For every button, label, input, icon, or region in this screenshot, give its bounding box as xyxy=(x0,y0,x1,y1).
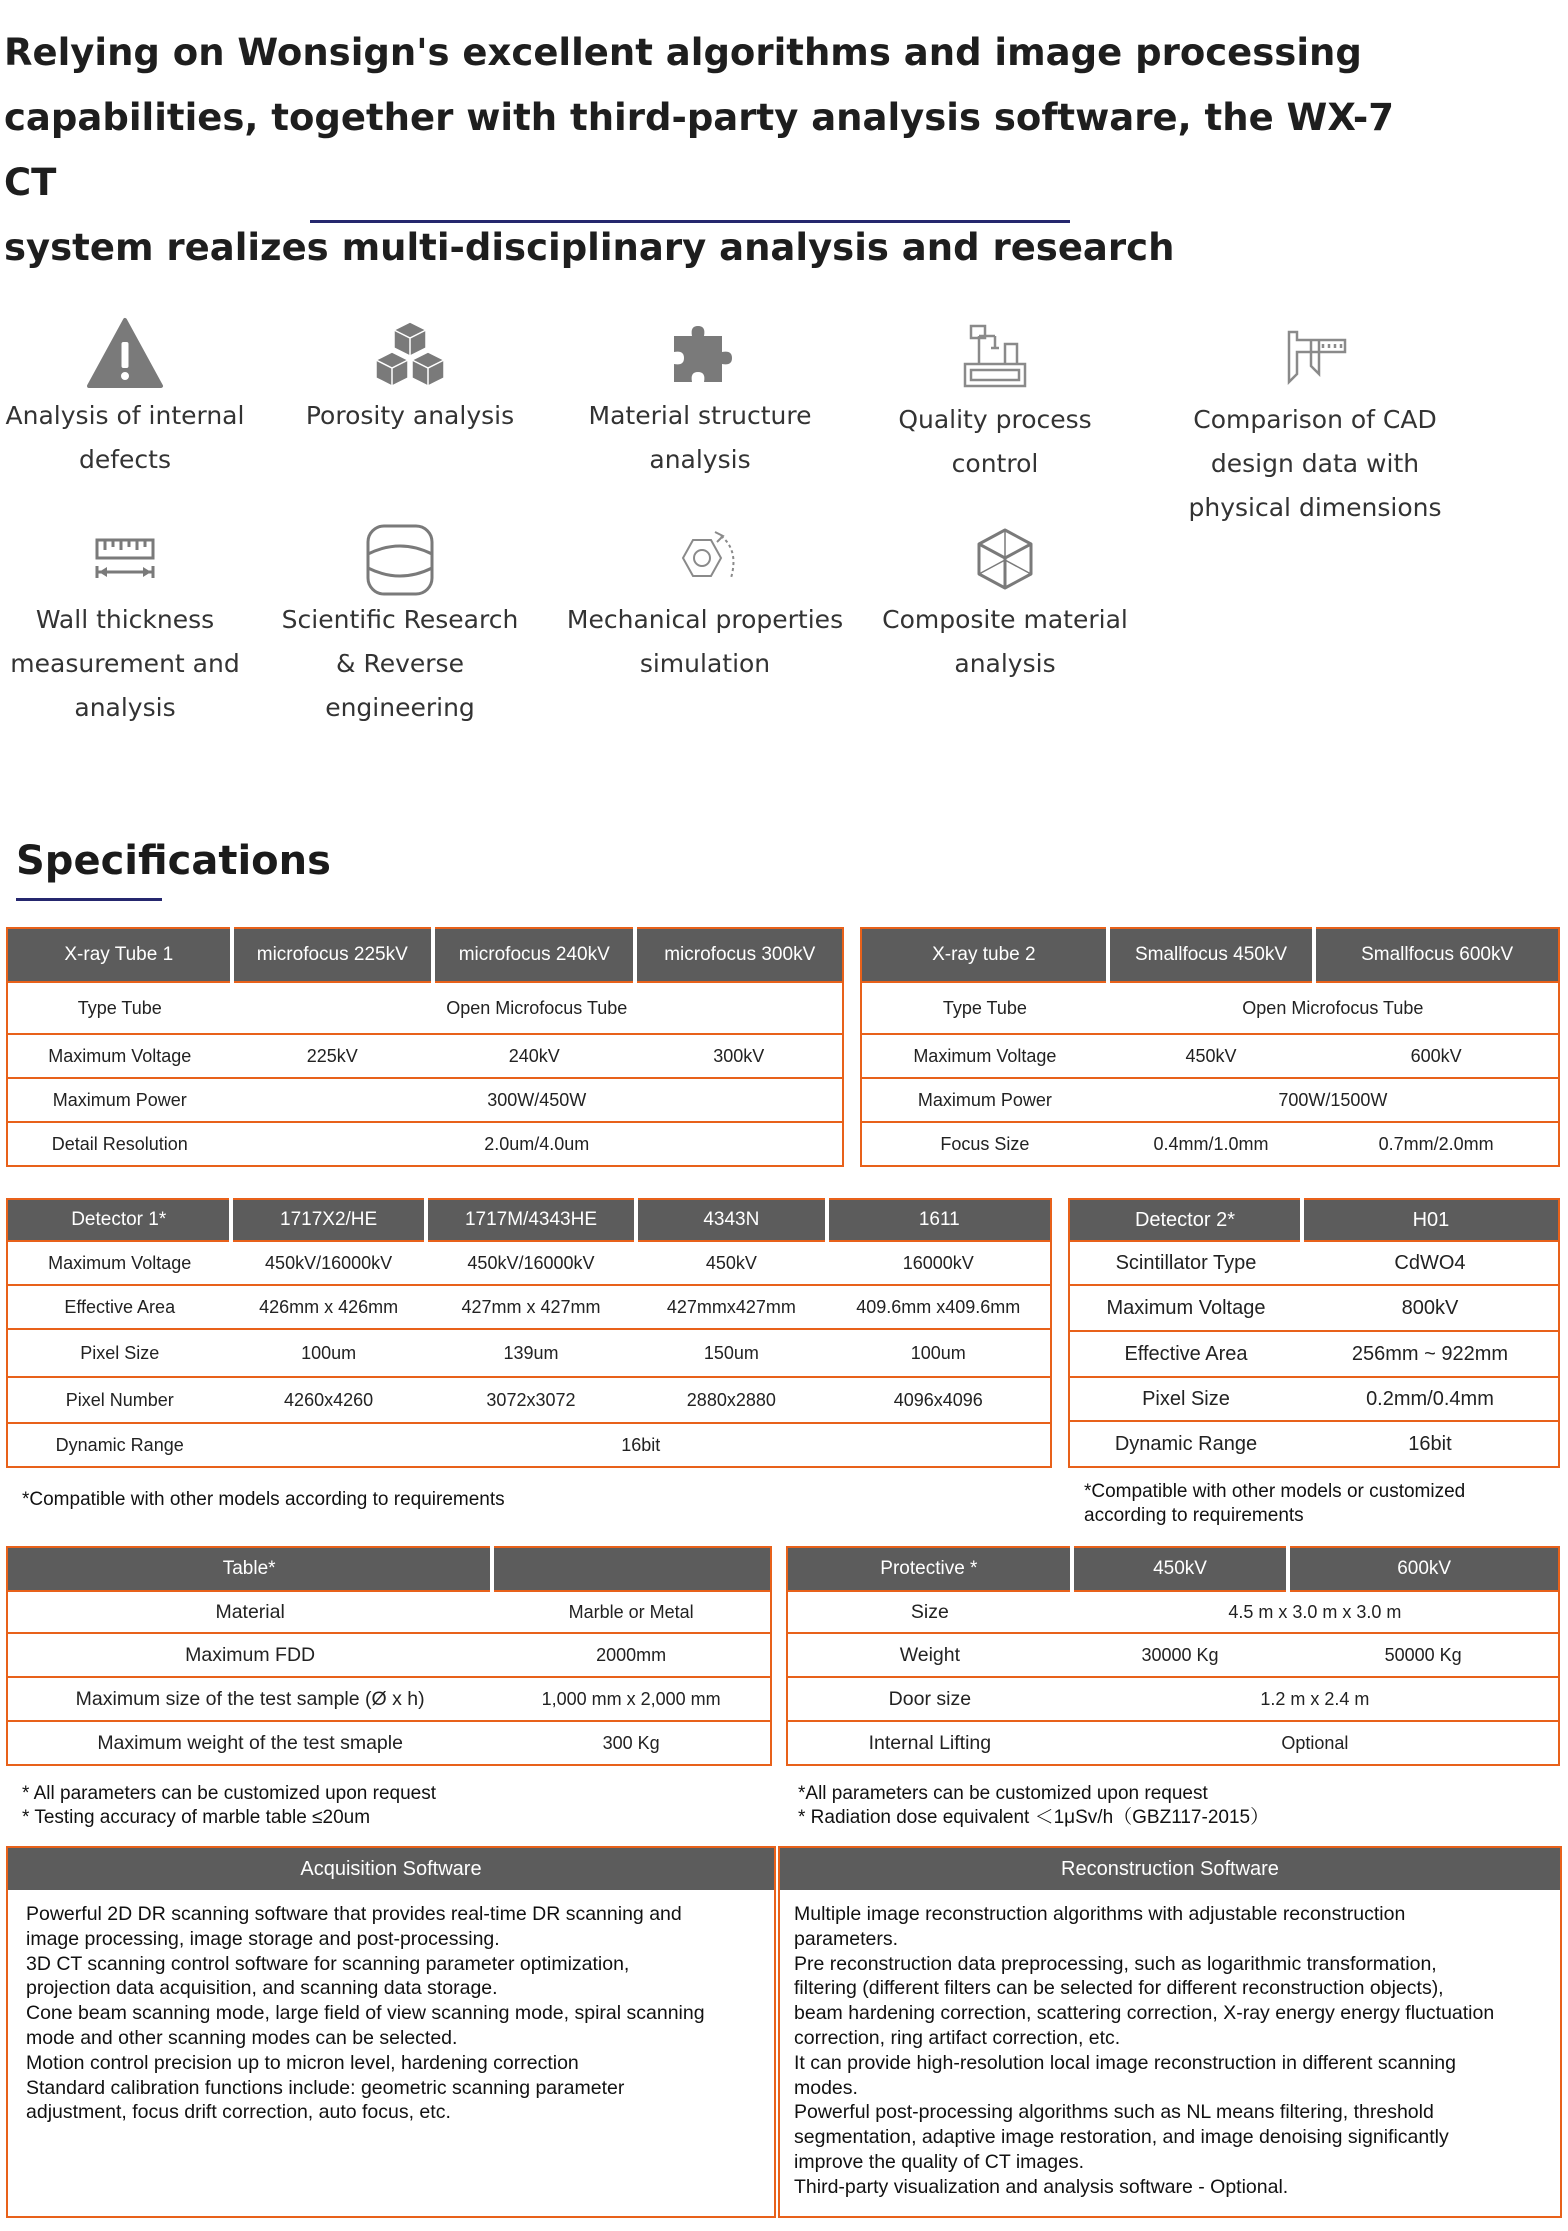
app-label-line: Analysis of internal xyxy=(5,401,245,430)
cell-value: Open Microfocus Tube xyxy=(1108,982,1559,1034)
cell-value: 139um xyxy=(426,1329,636,1377)
app-cad-comparison xyxy=(1175,318,1455,530)
note-line: *All parameters can be customized upon request xyxy=(798,1783,1208,1804)
cell-value: 450kV xyxy=(1108,1034,1315,1078)
table-header: Protective * xyxy=(787,1547,1072,1591)
table-header: X-ray tube 2 xyxy=(861,928,1108,982)
detector-1-note: *Compatible with other models according to requirements xyxy=(22,1489,505,1510)
row-label: Pixel Size xyxy=(1069,1377,1302,1421)
detector-1-table xyxy=(6,1198,1052,1468)
hex-nut-icon xyxy=(665,520,745,600)
row-label: Effective Area xyxy=(7,1285,231,1329)
cell-value: 450kV/16000kV xyxy=(426,1241,636,1285)
caliper-icon xyxy=(1275,318,1355,398)
table-header: microfocus 300kV xyxy=(635,928,843,982)
text-line: modes. xyxy=(794,2076,858,2099)
app-label-line: Scientific Research xyxy=(281,605,519,634)
app-label-line: analysis xyxy=(74,693,176,722)
cube-icon xyxy=(965,520,1045,600)
row-label: Maximum Voltage xyxy=(7,1034,232,1078)
app-label-line: Material structure xyxy=(588,401,812,430)
table-header: Smallfocus 450kV xyxy=(1108,928,1315,982)
cell-value: 0.4mm/1.0mm xyxy=(1108,1122,1315,1166)
puzzle-icon xyxy=(660,316,740,396)
cell-value: 240kV xyxy=(433,1034,635,1078)
warning-icon xyxy=(85,316,165,396)
acquisition-software-box xyxy=(6,1846,776,2218)
app-label-line: Mechanical properties xyxy=(566,605,844,634)
cell-value: Open Microfocus Tube xyxy=(232,982,843,1034)
note-line: * All parameters can be customized upon request xyxy=(22,1783,437,1804)
cell-value: 426mm x 426mm xyxy=(231,1285,425,1329)
row-label: Maximum Power xyxy=(7,1078,232,1122)
app-label-line: simulation xyxy=(639,649,771,678)
intro-line-3: system realizes multi-disciplinary analysis and research xyxy=(4,226,1175,269)
cell-value: 2880x2880 xyxy=(636,1377,826,1423)
ruler-icon xyxy=(85,520,165,600)
cell-value: 3072x3072 xyxy=(426,1377,636,1423)
cell-value: 427mmx427mm xyxy=(636,1285,826,1329)
cell-value: 450kV/16000kV xyxy=(231,1241,425,1285)
app-material-structure xyxy=(570,316,830,482)
row-label: Size xyxy=(787,1591,1072,1633)
text-line: Multiple image reconstruction algorithms with adjustable reconstruction xyxy=(794,1903,1406,1925)
specifications-underline xyxy=(16,898,162,901)
app-label-line: control xyxy=(951,449,1039,478)
app-label-line: engineering xyxy=(325,693,475,722)
row-label: Maximum size of the test sample (Ø x h) xyxy=(7,1677,492,1721)
reconstruction-software-title: Reconstruction Software xyxy=(780,1848,1560,1890)
app-label-line: Wall thickness xyxy=(35,605,215,634)
app-internal-defects xyxy=(0,316,250,482)
cell-value: 600kV xyxy=(1314,1034,1559,1078)
row-label: Detail Resolution xyxy=(7,1122,232,1166)
cell-value: 100um xyxy=(827,1329,1051,1377)
text-line: It can provide high-resolution local image reconstruction in different scanning xyxy=(794,2051,1456,2074)
text-line: Cone beam scanning mode, large field of view scanning mode, spiral scanning xyxy=(26,2002,705,2025)
text-line: projection data acquisition, and scanning data storage. xyxy=(26,1977,498,2000)
text-line: Third-party visualization and analysis software - Optional. xyxy=(794,2175,1289,2198)
cell-value: Optional xyxy=(1072,1721,1559,1765)
text-line: correction, ring artifact correction, etc. xyxy=(794,2026,1121,2049)
note-line: according to requirements xyxy=(1084,1505,1304,1526)
note-line: *Compatible with other models or customized xyxy=(1084,1481,1466,1502)
cell-value: 800kV xyxy=(1302,1285,1559,1331)
cell-value: 150um xyxy=(636,1329,826,1377)
row-label: Scintillator Type xyxy=(1069,1241,1302,1285)
specifications-title: Specifications xyxy=(16,838,331,884)
cell-value: CdWO4 xyxy=(1302,1241,1559,1285)
table-header: 600kV xyxy=(1288,1547,1559,1591)
cell-value: 16bit xyxy=(1302,1421,1559,1467)
text-line: 3D CT scanning control software for scanning parameter optimization, xyxy=(26,1952,630,1975)
cell-value: 300kV xyxy=(635,1034,843,1078)
table-header: Detector 2* xyxy=(1069,1199,1302,1241)
xray-tube-2-table xyxy=(860,927,1560,1167)
cubes-icon xyxy=(370,316,450,396)
cell-value: 4260x4260 xyxy=(231,1377,425,1423)
protective-note xyxy=(798,1782,1269,1830)
cell-value: 0.2mm/0.4mm xyxy=(1302,1377,1559,1421)
app-label-line: analysis xyxy=(954,649,1056,678)
row-label: Maximum FDD xyxy=(7,1633,492,1677)
table-header: microfocus 225kV xyxy=(232,928,433,982)
app-label-line: Composite material xyxy=(882,605,1128,634)
app-label-line: measurement and xyxy=(10,649,240,678)
cell-value: 100um xyxy=(231,1329,425,1377)
acquisition-software-title: Acquisition Software xyxy=(8,1848,774,1890)
text-line: Powerful post-processing algorithms such as NL means filtering, threshold xyxy=(794,2101,1434,2124)
row-label: Type Tube xyxy=(861,982,1108,1034)
cell-value: 427mm x 427mm xyxy=(426,1285,636,1329)
row-label: Dynamic Range xyxy=(1069,1421,1302,1467)
note-line: * Radiation dose equivalent ＜1μSv/h（GBZ117-2015） xyxy=(798,1807,1270,1828)
row-label: Focus Size xyxy=(861,1122,1108,1166)
app-mechanical-simulation xyxy=(560,520,850,686)
text-line: adjustment, focus drift correction, auto focus, etc. xyxy=(26,2101,451,2124)
text-line: image processing, image storage and post-processing. xyxy=(26,1927,500,1950)
cell-value: 2.0um/4.0um xyxy=(232,1122,843,1166)
cell-value: 4.5 m x 3.0 m x 3.0 m xyxy=(1072,1591,1559,1633)
row-label: Maximum Power xyxy=(861,1078,1108,1122)
cell-value: 300 Kg xyxy=(492,1721,771,1765)
app-porosity xyxy=(290,316,530,438)
machine-icon xyxy=(955,318,1035,398)
reconstruction-software-box xyxy=(778,1846,1562,2218)
text-line: Powerful 2D DR scanning software that provides real-time DR scanning and xyxy=(26,1903,682,1925)
reconstruction-software-body xyxy=(780,1890,1560,2212)
app-label-line: & Reverse xyxy=(336,649,464,678)
table-header xyxy=(492,1547,771,1591)
cell-value: 300W/450W xyxy=(232,1078,843,1122)
cell-value: 4096x4096 xyxy=(827,1377,1051,1423)
app-label-line: design data with xyxy=(1210,449,1420,478)
acquisition-software-body xyxy=(8,1890,774,2137)
row-label: Maximum Voltage xyxy=(861,1034,1108,1078)
cylinder-icon xyxy=(360,520,440,600)
cell-value: 256mm ~ 922mm xyxy=(1302,1331,1559,1377)
app-label-line: Quality process xyxy=(898,405,1092,434)
note-line: * Testing accuracy of marble table ≤20um xyxy=(22,1807,371,1828)
text-line: beam hardening correction, scattering correction, X-ray energy energy fluctuation xyxy=(794,2002,1495,2025)
cell-value: 30000 Kg xyxy=(1072,1633,1289,1677)
row-label: Dynamic Range xyxy=(7,1423,231,1467)
cell-value: 2000mm xyxy=(492,1633,771,1677)
cell-value: 16000kV xyxy=(827,1241,1051,1285)
row-label: Type Tube xyxy=(7,982,232,1034)
cell-value: 225kV xyxy=(232,1034,433,1078)
cell-value: 409.6mm x409.6mm xyxy=(827,1285,1051,1329)
table-header: Table* xyxy=(7,1547,492,1591)
row-label: Effective Area xyxy=(1069,1331,1302,1377)
app-label-line: analysis xyxy=(649,445,751,474)
cell-value: 450kV xyxy=(636,1241,826,1285)
table-header: 1717M/4343HE xyxy=(426,1199,636,1241)
text-line: filtering (different filters can be selected for different reconstruction objects), xyxy=(794,1977,1444,2000)
row-label: Pixel Size xyxy=(7,1329,231,1377)
app-composite-material xyxy=(870,520,1140,686)
app-wall-thickness xyxy=(0,520,250,730)
table-spec-note xyxy=(22,1782,436,1830)
detector-2-table xyxy=(1068,1198,1560,1468)
intro-line-1: Relying on Wonsign's excellent algorithms and image processing xyxy=(4,31,1362,74)
row-label: Internal Lifting xyxy=(787,1721,1072,1765)
text-line: parameters. xyxy=(794,1927,899,1950)
intro-heading xyxy=(4,20,1404,280)
text-line: mode and other scanning modes can be selected. xyxy=(26,2026,458,2049)
app-label-line: physical dimensions xyxy=(1188,493,1442,522)
detector-2-note xyxy=(1084,1480,1465,1528)
row-label: Door size xyxy=(787,1677,1072,1721)
table-header: 450kV xyxy=(1072,1547,1289,1591)
intro-line-2: capabilities, together with third-party analysis software, the WX-7 CT xyxy=(4,96,1394,204)
table-header: X-ray Tube 1 xyxy=(7,928,232,982)
row-label: Material xyxy=(7,1591,492,1633)
cell-value: Marble or Metal xyxy=(492,1591,771,1633)
cell-value: 0.7mm/2.0mm xyxy=(1314,1122,1559,1166)
row-label: Maximum weight of the test smaple xyxy=(7,1721,492,1765)
table-header: Detector 1* xyxy=(7,1199,231,1241)
row-label: Weight xyxy=(787,1633,1072,1677)
table-header: 1611 xyxy=(827,1199,1051,1241)
row-label: Maximum Voltage xyxy=(1069,1285,1302,1331)
cell-value: 1.2 m x 2.4 m xyxy=(1072,1677,1559,1721)
app-quality-process xyxy=(870,318,1120,486)
table-spec-table xyxy=(6,1546,772,1766)
text-line: Pre reconstruction data preprocessing, such as logarithmic transformation, xyxy=(794,1952,1437,1975)
table-header: Smallfocus 600kV xyxy=(1314,928,1559,982)
text-line: segmentation, adaptive image restoration, and image denoising significantly xyxy=(794,2126,1449,2149)
table-header: 4343N xyxy=(636,1199,826,1241)
app-label-line: Comparison of CAD xyxy=(1193,405,1437,434)
cell-value: 16bit xyxy=(231,1423,1051,1467)
text-line: improve the quality of CT images. xyxy=(794,2150,1085,2173)
table-header: 1717X2/HE xyxy=(231,1199,425,1241)
xray-tube-1-table xyxy=(6,927,844,1167)
protective-table xyxy=(786,1546,1560,1766)
cell-value: 50000 Kg xyxy=(1288,1633,1559,1677)
cell-value: 700W/1500W xyxy=(1108,1078,1559,1122)
app-label-line: defects xyxy=(78,445,171,474)
cell-value: 1,000 mm x 2,000 mm xyxy=(492,1677,771,1721)
table-header: microfocus 240kV xyxy=(433,928,635,982)
app-label-line: Porosity analysis xyxy=(305,401,515,430)
text-line: Standard calibration functions include: geometric scanning parameter xyxy=(26,2076,625,2099)
row-label: Maximum Voltage xyxy=(7,1241,231,1285)
heading-underline xyxy=(310,220,1070,223)
row-label: Pixel Number xyxy=(7,1377,231,1423)
table-header: H01 xyxy=(1302,1199,1559,1241)
app-reverse-engineering xyxy=(275,520,525,730)
text-line: Motion control precision up to micron level, hardening correction xyxy=(26,2051,579,2074)
